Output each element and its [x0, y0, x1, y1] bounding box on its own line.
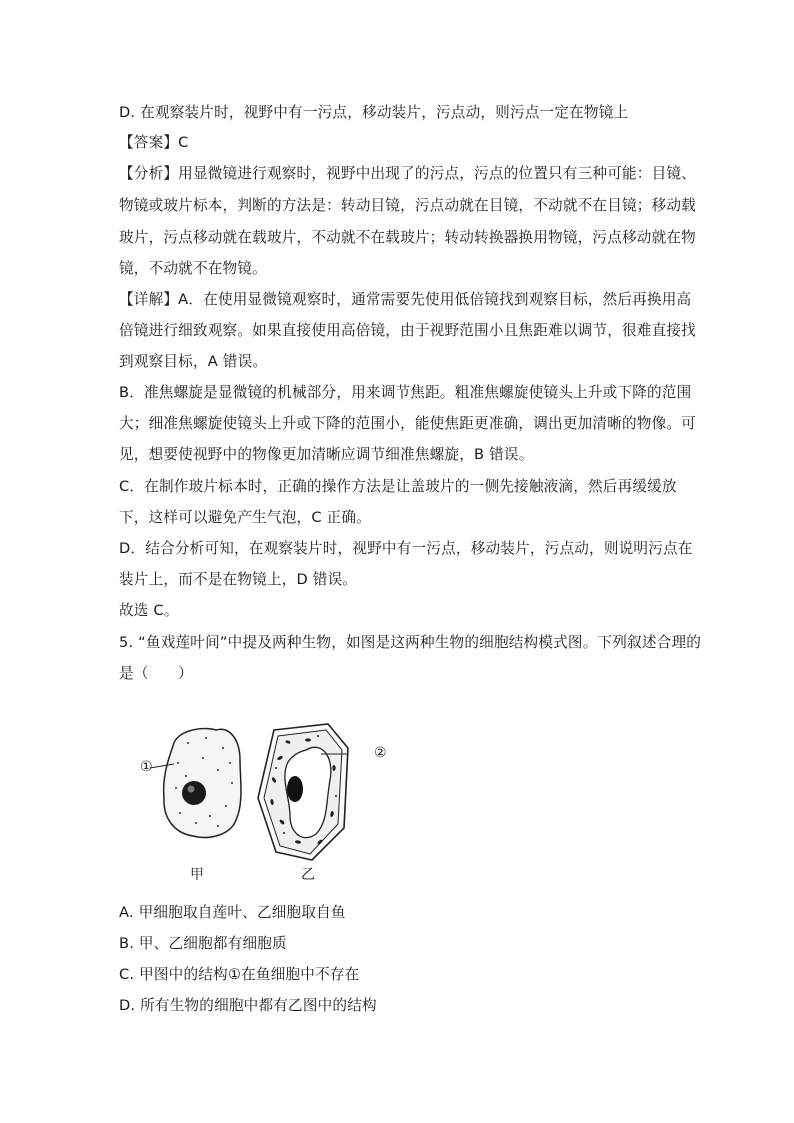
analysis-line: 物镜或玻片标本，判断的方法是：转动目镜，污点动就在目镜，不动就不在目镜；移动载: [119, 197, 696, 214]
question-stem: 是（ ）: [119, 665, 193, 682]
marker-1: ①: [140, 759, 153, 775]
analysis-line: 【分析】用显微镜进行观察时，视野中出现了的污点，污点的位置只有三种可能：目镜、: [119, 165, 696, 182]
cell-diagram: [148, 718, 398, 888]
animal-cell: [150, 729, 241, 838]
option-b: B. 甲、乙细胞都有细胞质: [119, 935, 287, 952]
analysis-line: 玻片，污点移动就在载玻片，不动就不在载玻片；转动转换器换用物镜，污点移动就在物: [119, 229, 696, 246]
label-jia: 甲: [190, 867, 204, 883]
option-a: A. 甲细胞取自莲叶、乙细胞取自鱼: [119, 904, 346, 921]
option-c: C. 甲图中的结构①在鱼细胞中不存在: [119, 966, 360, 983]
explanation-line: D．结合分析可知，在观察装片时，视野中有一污点，移动装片，污点动，则说明污点在: [119, 540, 693, 557]
conclusion-line: 故选 C。: [119, 602, 179, 619]
plant-cell: [258, 724, 348, 860]
question-stem: 5. “鱼戏莲叶间”中提及两种生物，如图是这两种生物的细胞结构模式图。下列叙述合理的: [119, 634, 702, 651]
answer-line: 【答案】C: [119, 134, 189, 151]
text-line: D. 在观察装片时，视野中有一污点，移动装片，污点动，则污点一定在物镜上: [119, 104, 629, 121]
marker-2: ②: [374, 745, 387, 761]
label-yi: 乙: [301, 867, 315, 883]
explanation-line: 倍镜进行细致观察。如果直接使用高倍镜，由于视野范围小且焦距难以调节，很难直接找: [119, 322, 696, 339]
explanation-line: C．在制作玻片标本时，正确的操作方法是让盖玻片的一侧先接触液滴，然后再缓缓放: [119, 478, 677, 495]
explanation-line: 大；细准焦螺旋使镜头上升或下降的范围小，能使焦距更准确，调出更加清晰的物像。可: [119, 415, 696, 432]
option-d: D. 所有生物的细胞中都有乙图中的结构: [119, 997, 377, 1014]
analysis-line: 镜，不动就不在物镜。: [119, 260, 267, 277]
explanation-line: 装片上，而不是在物镜上，D 错误。: [119, 571, 358, 588]
plant-nucleus: [287, 776, 303, 802]
explanation-line: 到观察目标，A 错误。: [119, 353, 268, 370]
explanation-line: 【详解】A．在使用显微镜观察时，通常需要先使用低倍镜找到观察目标，然后再换用高: [119, 291, 692, 308]
explanation-line: 下，这样可以避免产生气泡，C 正确。: [119, 509, 371, 526]
nucleus: [182, 781, 206, 805]
cell-diagram-figure: [140, 718, 398, 888]
explanation-line: 见，想要使视野中的物像更加清晰应调节细准焦螺旋，B 错误。: [119, 446, 534, 463]
explanation-line: B．准焦螺旋是显微镜的机械部分，用来调节焦距。粗准焦螺旋使镜头上升或下降的范围: [119, 384, 692, 401]
